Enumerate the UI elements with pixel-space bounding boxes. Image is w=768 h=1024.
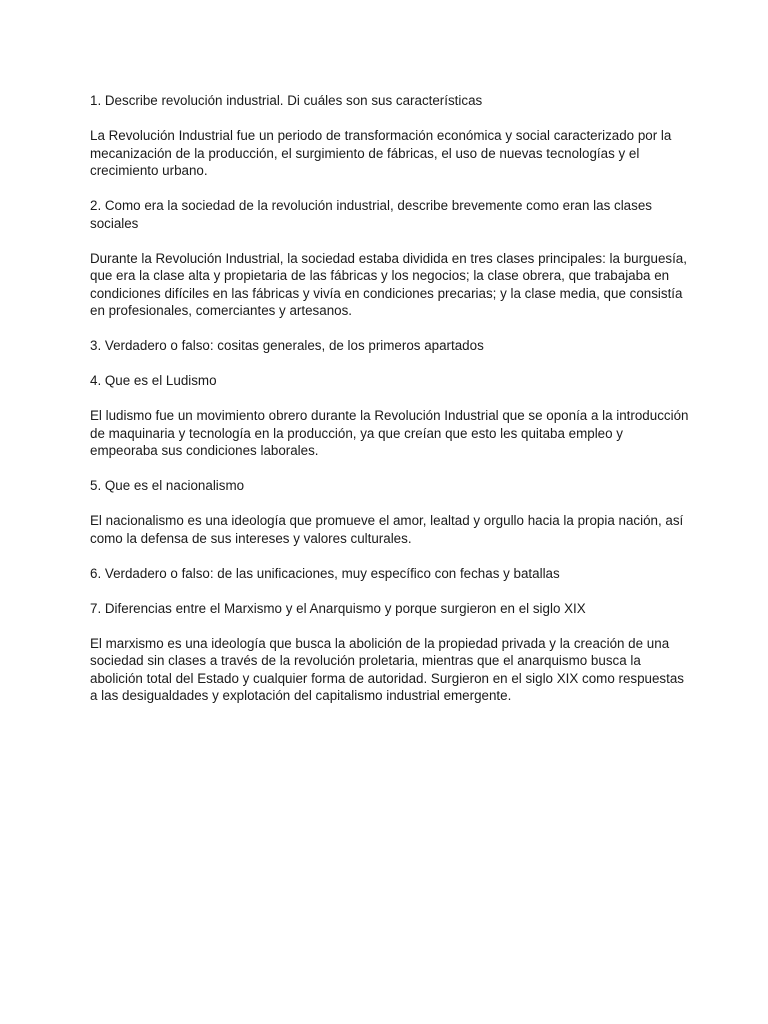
answer-2: Durante la Revolución Industrial, la sociedad estaba dividida en tres clases principales: la burguesía, que era la clase alta y propietaria de las fábricas y los negocios; la clase obrera, que trabajaba en condiciones difíciles en las fábricas y vivía en condiciones precarias; y la clase media, que consistía en profesionales, comerciantes y artesanos.	[90, 250, 687, 318]
question-5: 5. Que es el nacionalismo	[90, 478, 245, 493]
answer-5: El nacionalismo es una ideología que promueve el amor, lealtad y orgullo hacia la propia nación, así como la defensa de sus intereses y valores culturales.	[90, 513, 684, 546]
question-2: 2. Como era la sociedad de la revolución industrial, describe brevemente como eran las clases sociales	[90, 198, 652, 231]
answer-7: El marxismo es una ideología que busca la abolición de la propiedad privada y la creación de una sociedad sin clases a través de la revolución proletaria, mientras que el anarquismo busca la abolición total del Estado y cualquier forma de autoridad. Surgieron en el siglo XIX como respuestas a las desigualdades y explotación del capitalismo industrial emergente.	[90, 635, 684, 703]
answer-1: La Revolución Industrial fue un periodo de transformación económica y social caracterizado por la mecanización de la producción, el surgimiento de fábricas, el uso de nuevas tecnologías y el crecimiento urbano.	[90, 128, 672, 178]
question-4: 4. Que es el Ludismo	[90, 373, 217, 388]
question-7: 7. Diferencias entre el Marxismo y el Anarquismo y porque surgieron en el siglo XIX	[90, 600, 586, 616]
question-6: 6. Verdadero o falso: de las unificaciones, muy específico con fechas y batallas	[90, 565, 560, 581]
answer-4: El ludismo fue un movimiento obrero durante la Revolución Industrial que se oponía a la introducción de maquinaria y tecnología en la producción, ya que creían que esto les quitaba empleo y empeoraba sus condiciones laborales.	[90, 408, 689, 458]
question-3: 3. Verdadero o falso: cositas generales, de los primeros apartados	[90, 338, 484, 353]
question-1: 1. Describe revolución industrial. Di cuáles son sus características	[90, 93, 483, 108]
document-page	[90, 92, 690, 722]
